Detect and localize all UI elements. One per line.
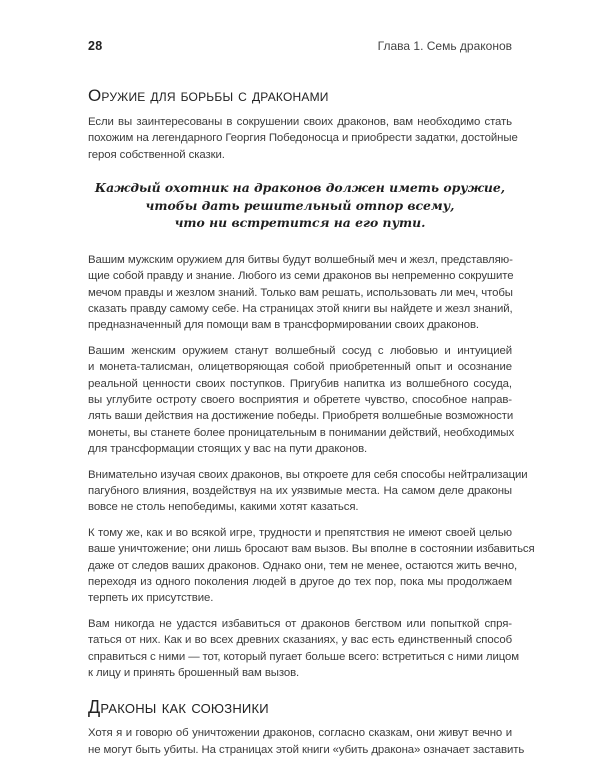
quote-line: что ни встретится на его пути. [174, 215, 426, 231]
text-line: Вам никогда не удастся избавиться от драконов бегством или попыткой спря- [88, 617, 512, 630]
text-line: монеты, вы станете более проницательным в понимании действий, необходимых [88, 426, 515, 439]
text-line: Если вы заинтересованы в сокрушении своих драконов, вам необходимо стать [88, 116, 512, 128]
paragraph-study-dragons [88, 467, 528, 516]
text-line: справиться с ними — тот, который пугает больше всего: встретиться с ними лицом [88, 650, 519, 663]
text-line: даже от следов ваших драконов. Однако они, тем не менее, остаются жить вечно, [88, 559, 518, 572]
text-line: Хотя я и говорю об уничтожении драконов, согласно сказкам, они живут вечно и [88, 727, 512, 740]
quote-line: Каждый охотник на драконов должен иметь оружие, [94, 180, 506, 196]
page-number: 28 [88, 39, 103, 53]
intro-paragraph [88, 114, 518, 163]
text-line: переходя из одного поколения людей в другое до тех пор, пока мы продолжаем [88, 576, 512, 589]
text-line: щие собой правду и знание. Любого из семи драконов вы непременно сокрушите [88, 270, 514, 283]
text-line: вовсе не столь непобедимы, какими хотят казаться. [88, 501, 359, 514]
text-line: Вашим мужским оружием для битвы будут волшебный меч и жезл, представляю- [88, 253, 513, 266]
running-head: Глава 1. Семь драконов [377, 39, 512, 53]
text-line: для трансформации стоящих у вас на пути драконов. [88, 443, 368, 456]
text-line: не могут быть убиты. На страницах этой книги «убить дракона» означает заставить [88, 743, 525, 756]
text-line: пагубного влияния, воздействуя на их уязвимые места. На самом деле драконы [88, 485, 512, 497]
text-line: ваше уничтожение; они лишь бросают вам вызов. Вы вполне в состоянии избавиться [88, 543, 535, 556]
section-heading-weapons: Оружие для борьбы с драконами [88, 86, 329, 105]
text-line: К тому же, как и во всякой игре, трудности и препятствия не имеют своей целью [88, 526, 512, 539]
paragraph-challenges [88, 525, 535, 607]
text-line: мечом правды и жезлом знаний. Только вам решать, использовать ли меч, чтобы [88, 286, 513, 299]
text-line: и монета-талисман, олицетворяющая собой приобретенный опыт и осознание [88, 361, 512, 374]
text-line: сказать правду самому себе. На страницах этой книги вы найдете и жезл знаний, [88, 302, 513, 315]
paragraph-male-weapons [88, 252, 512, 334]
text-line: похожим на легендарного Георгия Победоносца и приобрести задатки, достойные [88, 132, 518, 145]
paragraph-female-weapons [88, 343, 515, 458]
text-line: вы углубите остроту своего восприятия и обретете чувство, способное направ- [88, 393, 512, 406]
text-line: к лицу и принять брошенный вам вызов. [88, 667, 300, 680]
paragraph-face-dragons [88, 616, 519, 682]
text-line: Внимательно изучая своих драконов, вы откроете для себя способы нейтрализации [88, 468, 528, 481]
text-line: Вашим женским оружием станут волшебный сосуд с любовью и интуицией [88, 344, 512, 357]
text-line: реальной ценности своих поступков. Пригубив напитка из волшебного сосуда, [88, 377, 512, 390]
page-body [88, 86, 535, 767]
text-line: терпеть их присутствие. [88, 592, 214, 605]
text-line: лять ваши действия на достижение победы. Приобретя волшебные возможности [88, 410, 514, 423]
pull-quote [88, 179, 512, 232]
paragraph-allies [88, 725, 525, 758]
quote-line: чтобы дать решительный отпор всему, [145, 197, 455, 213]
text-line: таться от них. Как и во всех древних сказаниях, у вас есть единственный способ [88, 634, 512, 647]
page-header [88, 39, 512, 55]
text-line: героя собственной сказки. [88, 148, 225, 161]
section-heading-allies: Драконы как союзники [88, 697, 269, 718]
text-line: предназначенный для помощи вам в трансформировании своих драконов. [88, 319, 479, 332]
